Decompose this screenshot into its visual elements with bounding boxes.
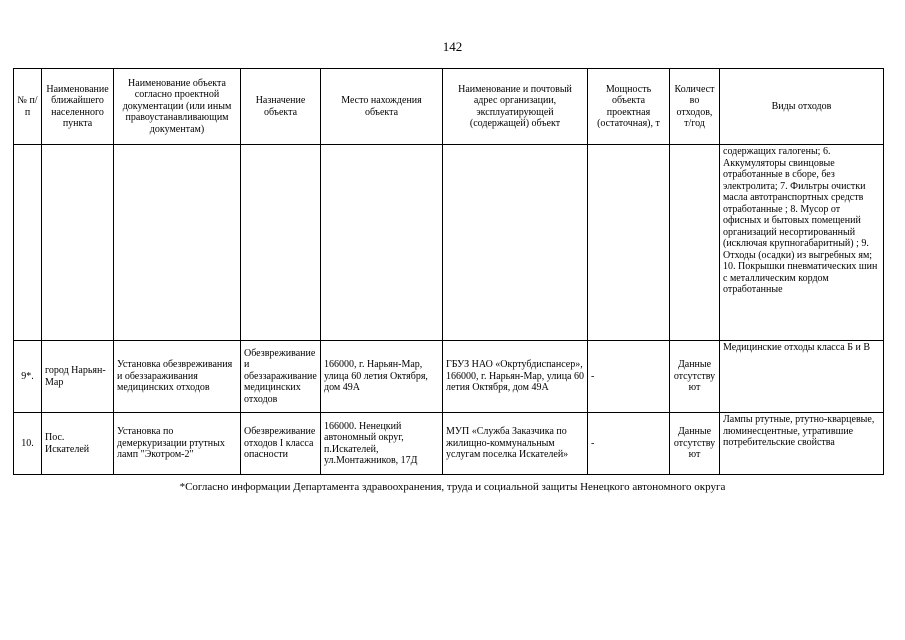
header-purpose: Назначение объекта — [241, 69, 321, 145]
cell-purpose: Обезвреживание и обеззараживание медицинских отходов — [241, 341, 321, 413]
cell-organization: ГБУЗ НАО «Окртубдиспансер», 166000, г. Нарьян-Мар, улица 60 летия Октября, дом 49А — [443, 341, 588, 413]
cell-empty — [241, 145, 321, 341]
cell-empty — [114, 145, 241, 341]
cell-settlement: город Нарьян-Мар — [42, 341, 114, 413]
cell-waste-types: Медицинские отходы класса Б и В — [720, 341, 884, 413]
cell-capacity: - — [588, 413, 670, 475]
cell-empty — [321, 145, 443, 341]
header-amount: Количество отходов, т/год — [670, 69, 720, 145]
table-row — [14, 341, 884, 413]
header-waste-types: Виды отходов — [720, 69, 884, 145]
cell-empty — [14, 145, 42, 341]
cell-num: 9*. — [14, 341, 42, 413]
cell-location: 166000. Ненецкий автономный округ, п.Искателей, ул.Монтажников, 17Д — [321, 413, 443, 475]
header-organization: Наименование и почтовый адрес организации, эксплуатирующей (содержащей) объект — [443, 69, 588, 145]
header-num: № п/п — [14, 69, 42, 145]
table-row — [14, 413, 884, 475]
cell-empty — [588, 145, 670, 341]
cell-empty — [42, 145, 114, 341]
header-settlement: Наименование ближайшего населенного пункта — [42, 69, 114, 145]
cell-empty — [670, 145, 720, 341]
cell-empty — [443, 145, 588, 341]
waste-facilities-table — [13, 68, 884, 475]
cell-amount: Данные отсутствуют — [670, 413, 720, 475]
cell-location: 166000, г. Нарьян-Мар, улица 60 летия Октября, дом 49А — [321, 341, 443, 413]
cell-amount: Данные отсутствуют — [670, 341, 720, 413]
cell-object-name: Установка обезвреживания и обеззараживания медицинских отходов — [114, 341, 241, 413]
header-object-name: Наименование объекта согласно проектной документации (или иным правоустанавливающим документам) — [114, 69, 241, 145]
header-capacity: Мощность объекта проектная (остаточная), т — [588, 69, 670, 145]
cell-waste-types: содержащих галогены; 6. Аккумуляторы свинцовые отработанные в сборе, без электролита; 7. Фильтры очистки масла автотранспортных средств отработанные ; 8. Мусор от офисных и бытовых помещений организаций несортированный (исключая крупногабаритный) ; 9. Отходы (осадки) из выгребных ям; 10. Покрышки пневматических шин с металлическим кордом отработанные — [720, 145, 884, 341]
table-header-row — [14, 69, 884, 145]
cell-capacity: - — [588, 341, 670, 413]
table-row-continuation — [14, 145, 884, 341]
footnote: *Согласно информации Департамента здравоохранения, труда и социальной защиты Ненецкого автономного округа — [179, 481, 726, 493]
cell-organization: МУП «Служба Заказчика по жилищно-коммунальным услугам поселка Искателей» — [443, 413, 588, 475]
cell-settlement: Пос. Искателей — [42, 413, 114, 475]
header-location: Место нахождения объекта — [321, 69, 443, 145]
cell-waste-types: Лампы ртутные, ртутно-кварцевые, люминесцентные, утратившие потребительские свойства — [720, 413, 884, 475]
page-number: 142 — [442, 39, 463, 54]
cell-purpose: Обезвреживание отходов I класса опасности — [241, 413, 321, 475]
cell-num: 10. — [14, 413, 42, 475]
cell-object-name: Установка по демеркуризации ртутных ламп "Экотром-2" — [114, 413, 241, 475]
